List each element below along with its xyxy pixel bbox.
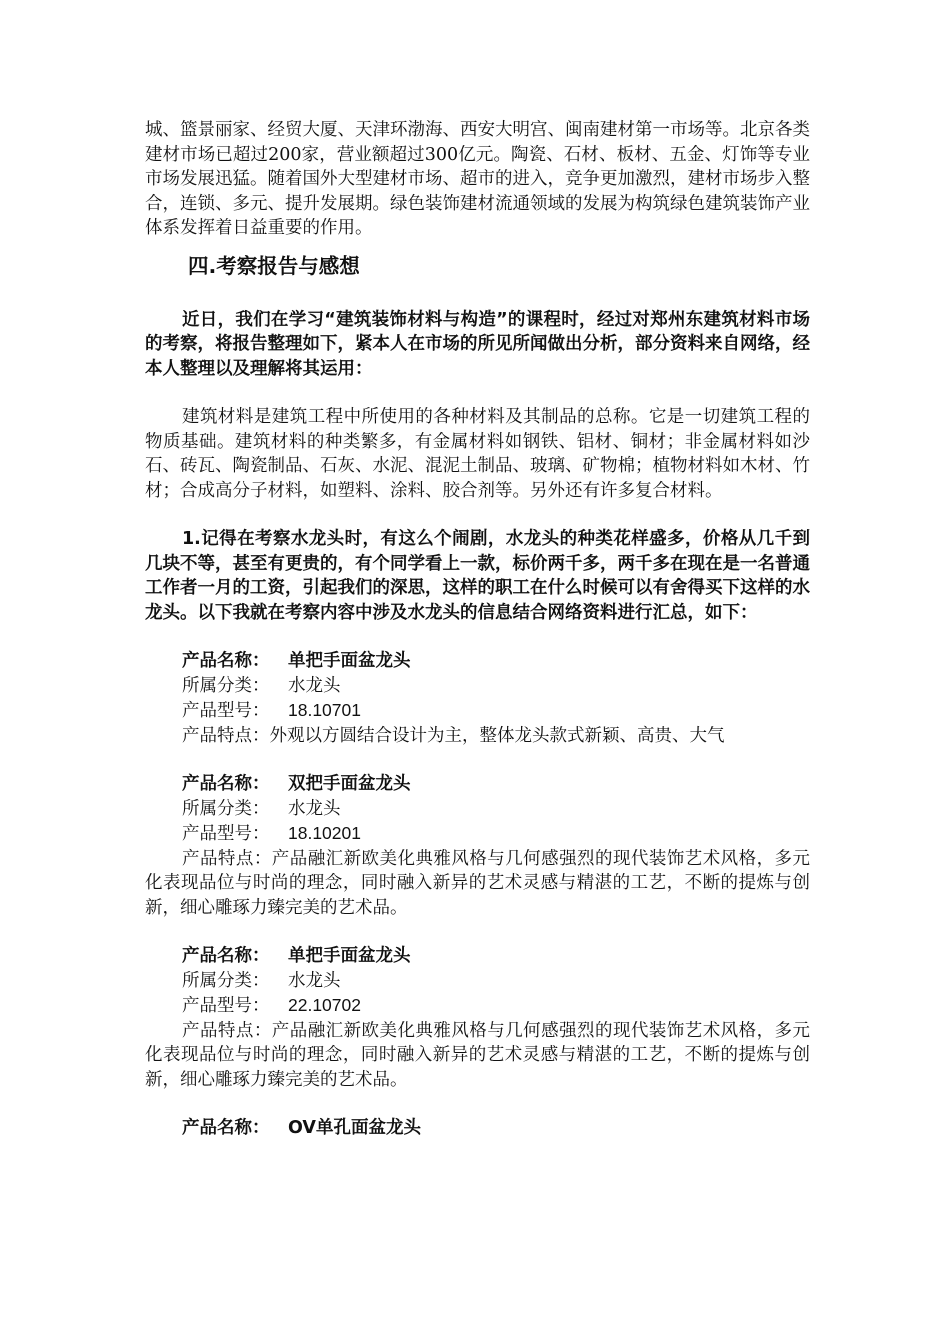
report-intro-paragraph: 近日，我们在学习“建筑装饰材料与构造”的课程时，经过对郑州东建筑材料市场的考察，将报告整理如下，紧本人在市场的所见所闻做出分析，部分资料来自网络，经本人整理以及理解将其运用： <box>145 309 810 379</box>
product-features-label: 产品特点： <box>182 848 272 869</box>
product-model-label: 产品型号： <box>182 701 270 721</box>
product-features-label: 产品特点： <box>182 1020 272 1041</box>
product-features: 产品融汇新欧美化典雅风格与几何感强烈的现代装饰艺术风格，多元化表现品位与时尚的理念，同时融入新异的艺术灵感与精湛的工艺，不断的提炼与创新，细心雕琢力臻完美的艺术品。 <box>145 1020 810 1090</box>
product-category: 水龙头 <box>288 675 341 696</box>
product-name: 单把手面盆龙头 <box>288 946 411 966</box>
product-name: 双把手面盆龙头 <box>288 774 411 794</box>
materials-paragraph: 建筑材料是建筑工程中所使用的各种材料及其制品的总称。它是一切建筑工程的物质基础。建筑材料的种类繁多，有金属材料如钢铁、铝材、铜材；非金属材料如沙石、砖瓦、陶瓷制品、石灰、水泥、混泥土制品、玻璃、矿物棉；植物材料如木材、竹材；合成高分子材料，如塑料、涂料、胶合剂等。另外还有许多复合材料。 <box>145 407 810 501</box>
product-name-label: 产品名称： <box>182 1118 270 1138</box>
product-category: 水龙头 <box>288 798 341 819</box>
product-features-row <box>145 724 810 749</box>
product-name: OV单孔面盆龙头 <box>288 1118 421 1138</box>
product-category: 水龙头 <box>288 970 341 991</box>
product-category-label: 所属分类： <box>182 970 270 991</box>
product-category-label: 所属分类： <box>182 675 270 696</box>
product-model: 18.10701 <box>288 700 361 720</box>
product-name-label: 产品名称： <box>182 946 270 966</box>
product-features: 产品融汇新欧美化典雅风格与几何感强烈的现代装饰艺术风格，多元化表现品位与时尚的理念，同时融入新异的艺术灵感与精湛的工艺，不断的提炼与创新，细心雕琢力臻完美的艺术品。 <box>145 848 810 918</box>
section-heading: 四.考察报告与感想 <box>188 253 360 278</box>
product-block <box>145 944 810 1092</box>
product-features: 外观以方圆结合设计为主，整体龙头款式新颖、高贵、大气 <box>269 725 725 746</box>
product-name-row <box>145 772 810 797</box>
product-features-row <box>145 1019 810 1093</box>
product-category-label: 所属分类： <box>182 798 270 819</box>
product-name-label: 产品名称： <box>182 651 270 671</box>
product-block <box>145 1116 810 1141</box>
product-model: 22.10702 <box>288 995 361 1015</box>
product-block <box>145 649 810 748</box>
product-model-label: 产品型号： <box>182 996 270 1016</box>
product-features-row <box>145 847 810 921</box>
faucet-paragraph: 1.记得在考察水龙头时，有这么个闹剧，水龙头的种类花样盛多，价格从几千到几块不等，甚至有更贵的，有个同学看上一款，标价两千多，两千多在现在是一名普通工作者一月的工资，引起我们的深思，这样的职工在什么时候可以有舍得买下这样的水龙头。以下我就在考察内容中涉及水龙头的信息结合网络资料进行汇总，如下： <box>145 529 810 623</box>
intro-paragraph: 城、篮景丽家、经贸大厦、天津环渤海、西安大明宫、闽南建材第一市场等。北京各类建材市场已超过200家，营业额超过300亿元。陶瓷、石材、板材、五金、灯饰等专业市场发展迅猛。随着国外大型建材市场、超市的进入，竞争更加激烈，建材市场步入整合，连锁、多元、提升发展期。绿色装饰建材流通领域的发展为构筑绿色建筑装饰产业体系发挥着日益重要的作用。 <box>145 120 810 238</box>
product-model-label: 产品型号： <box>182 824 270 844</box>
product-name-row <box>145 1116 810 1141</box>
product-model-row <box>145 698 810 724</box>
product-name-row <box>145 944 810 969</box>
product-model-row <box>145 993 810 1019</box>
product-name-label: 产品名称： <box>182 774 270 794</box>
product-model-row <box>145 821 810 847</box>
product-features-label: 产品特点： <box>182 725 270 746</box>
product-category-row <box>145 797 810 822</box>
product-category-row <box>145 969 810 994</box>
product-model: 18.10201 <box>288 823 361 843</box>
product-category-row <box>145 674 810 699</box>
product-name: 单把手面盆龙头 <box>288 651 411 671</box>
document-page <box>145 118 810 1141</box>
product-block <box>145 772 810 920</box>
product-name-row <box>145 649 810 674</box>
